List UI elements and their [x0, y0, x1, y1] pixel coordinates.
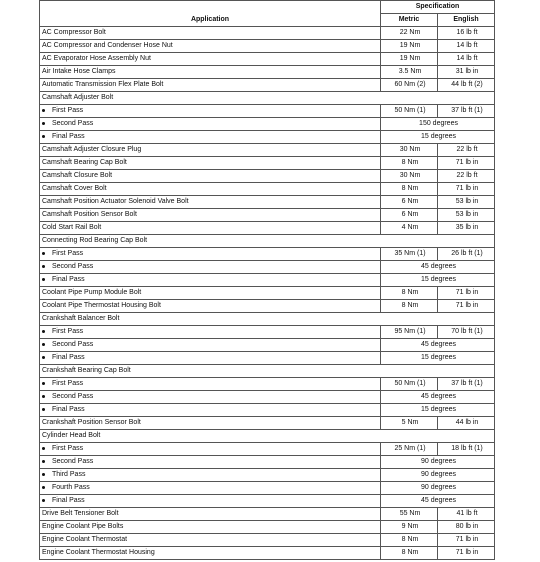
table-row	[40, 66, 495, 79]
application-cell	[40, 170, 381, 183]
table-row	[40, 482, 495, 495]
step-cell	[40, 469, 381, 482]
table-body	[40, 27, 495, 560]
table-row	[40, 456, 495, 469]
table-row	[40, 378, 495, 391]
step-cell	[40, 482, 381, 495]
angle-spec-cell: 90 degrees	[381, 456, 495, 469]
application-label: Final Pass	[52, 133, 85, 140]
table-row	[40, 144, 495, 157]
application-cell	[40, 313, 495, 326]
table-row	[40, 521, 495, 534]
application-cell	[40, 430, 495, 443]
application-cell	[40, 547, 381, 560]
angle-spec-cell: 15 degrees	[381, 352, 495, 365]
bullet-icon	[42, 265, 45, 268]
application-cell	[40, 521, 381, 534]
application-label: Second Pass	[52, 341, 94, 348]
application-cell	[40, 40, 381, 53]
application-label: Cold Start Rail Bolt	[42, 224, 102, 231]
application-label: Camshaft Cover Bolt	[42, 185, 107, 192]
step-cell	[40, 274, 381, 287]
english-cell: 41 lb ft	[438, 508, 495, 521]
english-cell: 37 lb ft (1)	[438, 105, 495, 118]
metric-cell: 9 Nm	[381, 521, 438, 534]
application-label: Second Pass	[52, 120, 94, 127]
angle-spec-cell: 150 degrees	[381, 118, 495, 131]
application-label: Air Intake Hose Clamps	[42, 68, 116, 75]
step-cell	[40, 352, 381, 365]
bullet-icon	[42, 408, 45, 411]
angle-spec-cell: 15 degrees	[381, 131, 495, 144]
bullet-icon	[42, 135, 45, 138]
metric-cell: 95 Nm (1)	[381, 326, 438, 339]
metric-cell: 55 Nm	[381, 508, 438, 521]
application-label: AC Compressor and Condenser Hose Nut	[42, 42, 173, 49]
table-row	[40, 547, 495, 560]
application-label: AC Compressor Bolt	[42, 29, 106, 36]
step-cell	[40, 248, 381, 261]
table-row	[40, 196, 495, 209]
application-label: First Pass	[52, 380, 84, 387]
application-label: Final Pass	[52, 276, 85, 283]
english-cell: 22 lb ft	[438, 144, 495, 157]
application-label: Camshaft Position Actuator Solenoid Valve Bolt	[42, 198, 189, 205]
metric-header: Metric	[381, 14, 438, 27]
bullet-icon	[42, 122, 45, 125]
angle-spec-cell: 45 degrees	[381, 495, 495, 508]
metric-cell: 19 Nm	[381, 53, 438, 66]
table-row	[40, 469, 495, 482]
table-row	[40, 118, 495, 131]
table-row	[40, 430, 495, 443]
english-cell: 71 lb in	[438, 183, 495, 196]
metric-cell: 19 Nm	[381, 40, 438, 53]
english-cell: 71 lb in	[438, 287, 495, 300]
step-cell	[40, 261, 381, 274]
english-header: English	[438, 14, 495, 27]
table-row	[40, 287, 495, 300]
application-cell	[40, 417, 381, 430]
metric-cell: 25 Nm (1)	[381, 443, 438, 456]
metric-cell: 6 Nm	[381, 196, 438, 209]
metric-cell: 5 Nm	[381, 417, 438, 430]
english-cell: 53 lb in	[438, 196, 495, 209]
table-row	[40, 495, 495, 508]
bullet-icon	[42, 486, 45, 489]
table-row	[40, 391, 495, 404]
table-row	[40, 92, 495, 105]
step-cell	[40, 495, 381, 508]
specification-header: Specification	[381, 1, 495, 14]
application-label: Automatic Transmission Flex Plate Bolt	[42, 81, 164, 88]
application-label: Final Pass	[52, 406, 85, 413]
application-label: Crankshaft Balancer Bolt	[42, 315, 120, 322]
step-cell	[40, 456, 381, 469]
table-row	[40, 53, 495, 66]
application-cell	[40, 222, 381, 235]
application-label: Second Pass	[52, 393, 94, 400]
english-cell: 71 lb in	[438, 534, 495, 547]
application-label: Camshaft Bearing Cap Bolt	[42, 159, 127, 166]
application-label: Crankshaft Bearing Cap Bolt	[42, 367, 131, 374]
table-row	[40, 79, 495, 92]
application-cell	[40, 534, 381, 547]
application-label: First Pass	[52, 328, 84, 335]
table-row	[40, 222, 495, 235]
metric-cell: 8 Nm	[381, 300, 438, 313]
application-label: Crankshaft Position Sensor Bolt	[42, 419, 141, 426]
table-row	[40, 170, 495, 183]
english-cell: 80 lb in	[438, 521, 495, 534]
metric-cell: 35 Nm (1)	[381, 248, 438, 261]
metric-cell: 3.5 Nm	[381, 66, 438, 79]
application-label: Engine Coolant Pipe Bolts	[42, 523, 124, 530]
metric-cell: 4 Nm	[381, 222, 438, 235]
bullet-icon	[42, 499, 45, 502]
table-row	[40, 235, 495, 248]
application-label: Fourth Pass	[52, 484, 90, 491]
step-cell	[40, 404, 381, 417]
step-cell	[40, 443, 381, 456]
application-label: Final Pass	[52, 354, 85, 361]
application-label: First Pass	[52, 250, 84, 257]
english-cell: 70 lb ft (1)	[438, 326, 495, 339]
application-label: Second Pass	[52, 263, 94, 270]
english-cell: 35 lb in	[438, 222, 495, 235]
metric-cell: 8 Nm	[381, 287, 438, 300]
english-cell: 44 lb ft (2)	[438, 79, 495, 92]
table-row	[40, 508, 495, 521]
application-cell	[40, 365, 495, 378]
metric-cell: 50 Nm (1)	[381, 378, 438, 391]
table-row	[40, 365, 495, 378]
bullet-icon	[42, 460, 45, 463]
application-cell	[40, 300, 381, 313]
metric-cell: 50 Nm (1)	[381, 105, 438, 118]
torque-spec-table	[39, 0, 495, 560]
application-cell	[40, 508, 381, 521]
application-cell	[40, 209, 381, 222]
metric-cell: 6 Nm	[381, 209, 438, 222]
metric-cell: 30 Nm	[381, 144, 438, 157]
english-cell: 22 lb ft	[438, 170, 495, 183]
application-cell	[40, 235, 495, 248]
application-label: Camshaft Adjuster Bolt	[42, 94, 114, 101]
application-cell	[40, 53, 381, 66]
application-label: Third Pass	[52, 471, 86, 478]
application-label: Cylinder Head Bolt	[42, 432, 101, 439]
table-row	[40, 274, 495, 287]
table-row	[40, 404, 495, 417]
english-cell: 16 lb ft	[438, 27, 495, 40]
bullet-icon	[42, 109, 45, 112]
table-row	[40, 105, 495, 118]
metric-cell: 8 Nm	[381, 534, 438, 547]
metric-cell: 8 Nm	[381, 183, 438, 196]
english-cell: 44 lb in	[438, 417, 495, 430]
bullet-icon	[42, 278, 45, 281]
table-row	[40, 417, 495, 430]
application-cell	[40, 196, 381, 209]
table-row	[40, 183, 495, 196]
bullet-icon	[42, 252, 45, 255]
application-label: AC Evaporator Hose Assembly Nut	[42, 55, 151, 62]
application-label: Engine Coolant Thermostat	[42, 536, 128, 543]
step-cell	[40, 326, 381, 339]
application-cell	[40, 183, 381, 196]
bullet-icon	[42, 473, 45, 476]
application-label: Second Pass	[52, 458, 94, 465]
english-cell: 53 lb in	[438, 209, 495, 222]
english-cell: 37 lb ft (1)	[438, 378, 495, 391]
table-row	[40, 131, 495, 144]
application-cell	[40, 287, 381, 300]
bullet-icon	[42, 356, 45, 359]
table-row	[40, 40, 495, 53]
metric-cell: 30 Nm	[381, 170, 438, 183]
metric-cell: 60 Nm (2)	[381, 79, 438, 92]
application-label: Camshaft Adjuster Closure Plug	[42, 146, 142, 153]
application-label: Coolant Pipe Pump Module Bolt	[42, 289, 142, 296]
english-cell: 71 lb in	[438, 547, 495, 560]
application-label: Camshaft Closure Bolt	[42, 172, 113, 179]
angle-spec-cell: 45 degrees	[381, 391, 495, 404]
bullet-icon	[42, 395, 45, 398]
bullet-icon	[42, 382, 45, 385]
bullet-icon	[42, 447, 45, 450]
table-row	[40, 157, 495, 170]
english-cell: 26 lb ft (1)	[438, 248, 495, 261]
application-label: Final Pass	[52, 497, 85, 504]
table-row	[40, 443, 495, 456]
angle-spec-cell: 45 degrees	[381, 261, 495, 274]
application-label: Drive Belt Tensioner Bolt	[42, 510, 119, 517]
application-label: First Pass	[52, 107, 84, 114]
table-row	[40, 300, 495, 313]
step-cell	[40, 118, 381, 131]
application-cell	[40, 66, 381, 79]
metric-cell: 8 Nm	[381, 157, 438, 170]
english-cell: 71 lb in	[438, 300, 495, 313]
application-header: Application	[40, 1, 381, 27]
step-cell	[40, 105, 381, 118]
angle-spec-cell: 15 degrees	[381, 404, 495, 417]
english-cell: 71 lb in	[438, 157, 495, 170]
table-row	[40, 352, 495, 365]
application-label: Camshaft Position Sensor Bolt	[42, 211, 137, 218]
table-row	[40, 339, 495, 352]
table-row	[40, 209, 495, 222]
angle-spec-cell: 90 degrees	[381, 469, 495, 482]
step-cell	[40, 339, 381, 352]
step-cell	[40, 378, 381, 391]
english-cell: 14 lb ft	[438, 53, 495, 66]
angle-spec-cell: 15 degrees	[381, 274, 495, 287]
table-row	[40, 313, 495, 326]
application-label: First Pass	[52, 445, 84, 452]
angle-spec-cell: 45 degrees	[381, 339, 495, 352]
application-label: Engine Coolant Thermostat Housing	[42, 549, 155, 556]
table-row	[40, 248, 495, 261]
step-cell	[40, 391, 381, 404]
metric-cell: 22 Nm	[381, 27, 438, 40]
application-cell	[40, 92, 495, 105]
application-label: Connecting Rod Bearing Cap Bolt	[42, 237, 148, 244]
application-cell	[40, 157, 381, 170]
table-row	[40, 27, 495, 40]
bullet-icon	[42, 343, 45, 346]
english-cell: 18 lb ft (1)	[438, 443, 495, 456]
table-row	[40, 326, 495, 339]
step-cell	[40, 131, 381, 144]
application-cell	[40, 27, 381, 40]
table-row	[40, 534, 495, 547]
angle-spec-cell: 90 degrees	[381, 482, 495, 495]
application-label: Coolant Pipe Thermostat Housing Bolt	[42, 302, 161, 309]
table-row	[40, 261, 495, 274]
metric-cell: 8 Nm	[381, 547, 438, 560]
application-cell	[40, 79, 381, 92]
application-cell	[40, 144, 381, 157]
bullet-icon	[42, 330, 45, 333]
english-cell: 14 lb ft	[438, 40, 495, 53]
english-cell: 31 lb in	[438, 66, 495, 79]
